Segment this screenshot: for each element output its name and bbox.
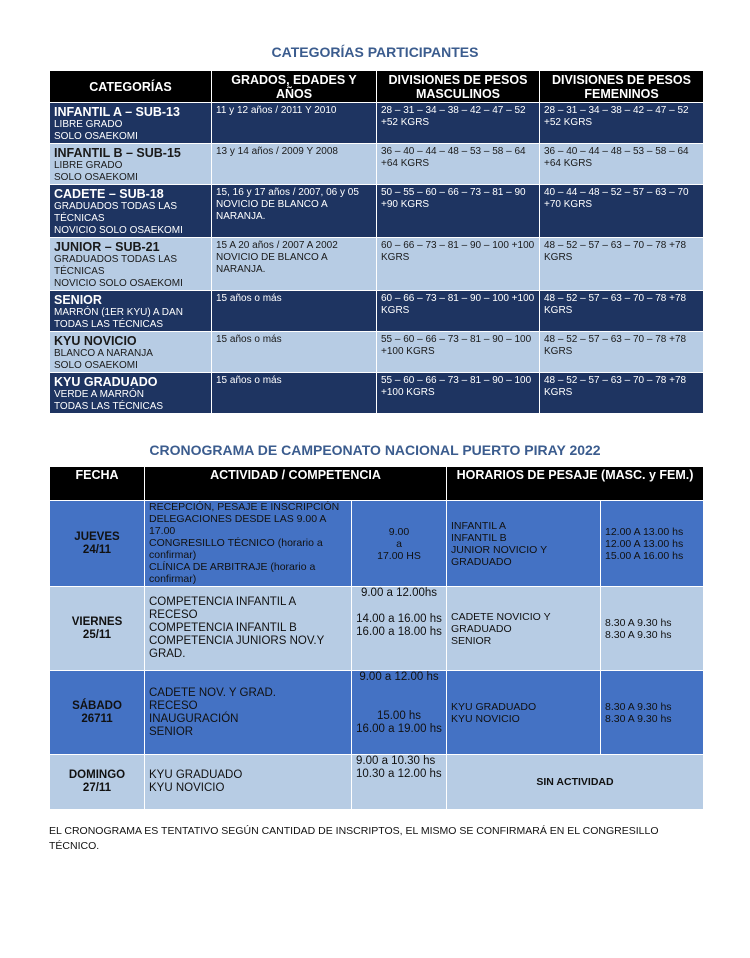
- table-row: [50, 291, 704, 332]
- table-row: [50, 501, 704, 587]
- category-rules: VERDE A MARRÓN TODAS LAS TÉCNICAS: [54, 389, 164, 412]
- category-cell: [50, 144, 212, 185]
- table-header-row: [50, 71, 704, 103]
- category-name: KYU NOVICIO: [54, 334, 137, 348]
- category-rules: LIBRE GRADO SOLO OSAEKOMI: [54, 119, 138, 142]
- table-row: [50, 238, 704, 291]
- activity-cell: COMPETENCIA INFANTIL A RECESO COMPETENCIA INFANTIL B COMPETENCIA JUNIORS NOV.Y GRAD.: [145, 587, 352, 671]
- category-name: INFANTIL B – SUB-15: [54, 146, 181, 160]
- categories-table: [49, 70, 704, 414]
- footnote: EL CRONOGRAMA ES TENTATIVO SEGÚN CANTIDAD DE INSCRIPTOS, EL MISMO SE CONFIRMARÁ EN EL CONGRESILLO TÉCNICO.: [49, 825, 659, 852]
- category-cell: [50, 103, 212, 144]
- female-weights-cell: 28 – 31 – 34 – 38 – 42 – 47 – 52 +52 KGRS: [544, 105, 689, 128]
- male-weights-cell: 55 – 60 – 66 – 73 – 81 – 90 – 100 +100 KGRS: [381, 375, 532, 398]
- male-weights-cell: 60 – 66 – 73 – 81 – 90 – 100 +100 KGRS: [381, 293, 535, 316]
- category-cell: [50, 291, 212, 332]
- weigh-category-cell: CADETE NOVICIO Y GRADUADO SENIOR: [447, 587, 601, 671]
- weigh-time-cell: 8.30 A 9.30 hs 8.30 A 9.30 hs: [601, 587, 704, 671]
- ages-cell: 15 años o más: [216, 293, 282, 304]
- header-pesos-femeninos: DIVISIONES DE PESOS FEMENINOS: [540, 71, 704, 103]
- female-weights-cell: 36 – 40 – 44 – 48 – 53 – 58 – 64 +64 KGRS: [544, 146, 689, 169]
- ages-cell: 15 años o más: [216, 375, 282, 386]
- activity-cell: KYU GRADUADO KYU NOVICIO: [145, 755, 352, 810]
- time-cell: 9.00 a 12.00 hs 15.00 hs 16.00 a 19.00 hs: [352, 671, 447, 755]
- category-rules: BLANCO A NARANJA SOLO OSAEKOMI: [54, 348, 153, 371]
- table-header-row: [50, 467, 704, 501]
- weigh-time-cell: 8.30 A 9.30 hs 8.30 A 9.30 hs: [601, 671, 704, 755]
- male-weights-cell: 28 – 31 – 34 – 38 – 42 – 47 – 52 +52 KGRS: [381, 105, 526, 128]
- ages-cell: 15 años o más: [216, 334, 282, 345]
- day-cell: VIERNES 25/11: [50, 587, 145, 671]
- female-weights-cell: 48 – 52 – 57 – 63 – 70 – 78 +78 KGRS: [544, 375, 687, 398]
- category-cell: [50, 238, 212, 291]
- female-weights-cell: 48 – 52 – 57 – 63 – 70 – 78 +78 KGRS: [544, 293, 687, 316]
- male-weights-cell: 50 – 55 – 60 – 66 – 73 – 81 – 90 +90 KGRS: [381, 187, 526, 210]
- ages-cell: 15 A 20 años / 2007 A 2002 NOVICIO DE BLANCO A NARANJA.: [216, 240, 338, 275]
- category-name: CADETE – SUB-18: [54, 187, 164, 201]
- time-cell: 9.00 a 17.00 HS: [352, 501, 447, 587]
- no-activity-cell: SIN ACTIVIDAD: [447, 755, 704, 810]
- table-row: [50, 185, 704, 238]
- time-cell: 9.00 a 12.00hs 14.00 a 16.00 hs 16.00 a 18.00 hs: [352, 587, 447, 671]
- category-rules: LIBRE GRADO SOLO OSAEKOMI: [54, 160, 138, 183]
- category-cell: [50, 373, 212, 414]
- table-row: [50, 103, 704, 144]
- category-rules: GRADUADOS TODAS LAS TÉCNICAS NOVICIO SOLO OSAEKOMI: [54, 254, 183, 289]
- day-cell: SÁBADO 26711: [50, 671, 145, 755]
- ages-cell: 13 y 14 años / 2009 Y 2008: [216, 146, 338, 157]
- category-rules: GRADUADOS TODAS LAS TÉCNICAS NOVICIO SOLO OSAEKOMI: [54, 201, 183, 236]
- category-name: SENIOR: [54, 293, 102, 307]
- table-row: [50, 587, 704, 671]
- header-horarios-pesaje: HORARIOS DE PESAJE (MASC. y FEM.): [447, 467, 704, 501]
- category-rules: MARRÓN (1ER KYU) A DAN TODAS LAS TÉCNICAS: [54, 307, 183, 330]
- header-fecha: FECHA: [50, 467, 145, 501]
- schedule-title: CRONOGRAMA DE CAMPEONATO NACIONAL PUERTO PIRAY 2022: [149, 442, 601, 458]
- table-row: [50, 373, 704, 414]
- time-cell: 9.00 a 10.30 hs 10.30 a 12.00 hs: [352, 755, 447, 810]
- female-weights-cell: 40 – 44 – 48 – 52 – 57 – 63 – 70 +70 KGRS: [544, 187, 689, 210]
- category-cell: [50, 332, 212, 373]
- activity-cell: CADETE NOV. Y GRAD. RECESO INAUGURACIÓN SENIOR: [145, 671, 352, 755]
- table-row: [50, 332, 704, 373]
- category-name: JUNIOR – SUB-21: [54, 240, 160, 254]
- male-weights-cell: 36 – 40 – 44 – 48 – 53 – 58 – 64 +64 KGRS: [381, 146, 526, 169]
- category-cell: [50, 185, 212, 238]
- female-weights-cell: 48 – 52 – 57 – 63 – 70 – 78 +78 KGRS: [544, 240, 687, 263]
- weigh-category-cell: KYU GRADUADO KYU NOVICIO: [447, 671, 601, 755]
- weigh-time-cell: 12.00 A 13.00 hs 12.00 A 13.00 hs 15.00 A 16.00 hs: [601, 501, 704, 587]
- table-row: [50, 671, 704, 755]
- weigh-category-cell: INFANTIL A INFANTIL B JUNIOR NOVICIO Y GRADUADO: [447, 501, 601, 587]
- table-row: [50, 144, 704, 185]
- schedule-table: [49, 466, 704, 810]
- female-weights-cell: 48 – 52 – 57 – 63 – 70 – 78 +78 KGRS: [544, 334, 687, 357]
- header-categorias: CATEGORÍAS: [50, 71, 212, 103]
- activity-cell: RECEPCIÓN, PESAJE E INSCRIPCIÓN DELEGACIONES DESDE LAS 9.00 A 17.00 CONGRESILLO TÉCNICO (horario a confirmar) CLÍNICA DE ARBITRAJE (horario a confirmar): [145, 501, 352, 587]
- table-row: [50, 755, 704, 810]
- day-cell: JUEVES 24/11: [50, 501, 145, 587]
- header-grados: GRADOS, EDADES Y AÑOS: [212, 71, 377, 103]
- ages-cell: 11 y 12 años / 2011 Y 2010: [216, 105, 337, 116]
- header-actividad: ACTIVIDAD / COMPETENCIA: [145, 467, 447, 501]
- categories-title: CATEGORÍAS PARTICIPANTES: [271, 44, 479, 60]
- ages-cell: 15, 16 y 17 años / 2007, 06 y 05 NOVICIO DE BLANCO A NARANJA.: [216, 187, 359, 222]
- category-name: KYU GRADUADO: [54, 375, 158, 389]
- male-weights-cell: 60 – 66 – 73 – 81 – 90 – 100 +100 KGRS: [381, 240, 535, 263]
- category-name: INFANTIL A – SUB-13: [54, 105, 180, 119]
- male-weights-cell: 55 – 60 – 66 – 73 – 81 – 90 – 100 +100 KGRS: [381, 334, 532, 357]
- header-pesos-masculinos: DIVISIONES DE PESOS MASCULINOS: [377, 71, 540, 103]
- day-cell: DOMINGO 27/11: [50, 755, 145, 810]
